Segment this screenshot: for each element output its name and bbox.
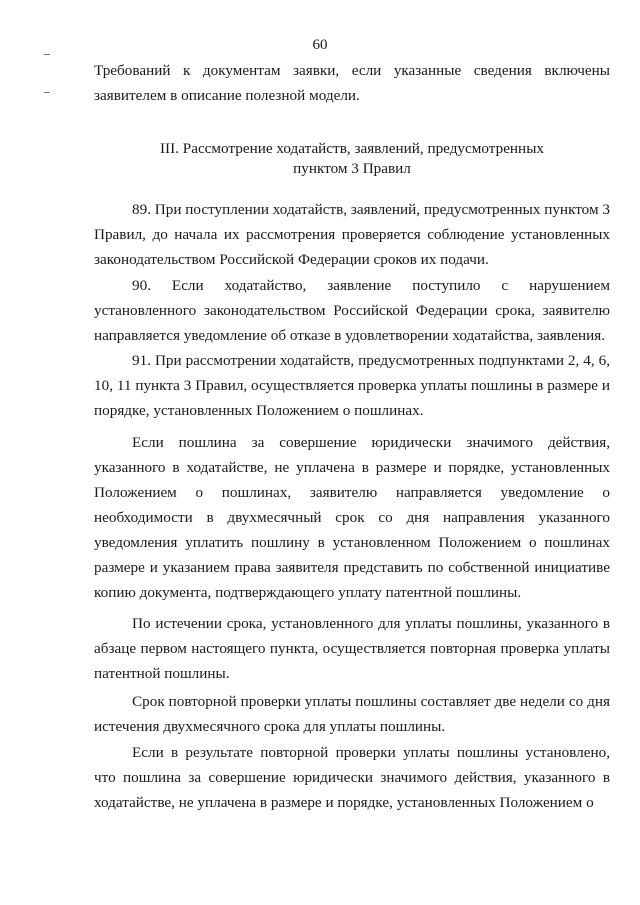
- section-heading-line-2: пунктом 3 Правил: [293, 160, 411, 177]
- paragraph-recheck-term: Срок повторной проверки уплаты пошлины составляет две недели со дня истечения двухмесячного срока для уплаты пошлины.: [94, 693, 610, 735]
- paragraph-90: 90. Если ходатайство, заявление поступило с нарушением установленного законодательством Российской Федерации срока, заявителю направляется уведомление об отказе в удовлетворении ходатайства, заявления.: [94, 277, 610, 344]
- margin-mark: [44, 54, 50, 55]
- margin-mark: [44, 92, 50, 93]
- section-heading: [94, 139, 610, 179]
- paragraph-89: 89. При поступлении ходатайств, заявлений, предусмотренных пунктом 3 Правил, до начала их рассмотрения проверяется соблюдение установленных законодательством Российской Федерации сроков их подачи.: [94, 201, 610, 268]
- paragraph-recheck-term-block: [94, 689, 610, 739]
- paragraph-recheck-result: Если в результате повторной проверки уплаты пошлины установлено, что пошлина за совершение юридически значимого действия, указанного в ходатайстве, не уплачена в размере и порядке, установленных Положением о: [94, 744, 610, 811]
- intro-paragraph-block: [94, 58, 610, 108]
- page-number: 60: [312, 37, 328, 53]
- paragraph-unpaid-fee: Если пошлина за совершение юридически значимого действия, указанного в ходатайстве, не уплачена в размере и порядке, установленных Положением о пошлинах, заявителю направляется уведомление о необходимости в двухмесячный срок со дня направления указанного уведомления уплатить пошлину в установленном Положением о пошлинах размере и указанием права заявителя представить по собственной инициативе копию документа, подтверждающего уплату патентной пошлины.: [94, 434, 610, 601]
- intro-paragraph: Требований к документам заявки, если указанные сведения включены заявителем в описание полезной модели.: [94, 62, 610, 104]
- paragraph-unpaid-fee-block: [94, 430, 610, 605]
- paragraph-89-block: [94, 197, 610, 272]
- paragraph-deadline-expiry: По истечении срока, установленного для уплаты пошлины, указанного в абзаце первом настоящего пункта, осуществляется повторная проверка уплаты патентной пошлины.: [94, 615, 610, 682]
- paragraph-91-block: [94, 348, 610, 423]
- paragraph-91: 91. При рассмотрении ходатайств, предусмотренных подпунктами 2, 4, 6, 10, 11 пункта 3 Правил, осуществляется проверка уплаты пошлины в размере и порядке, установленных Положением о пошлинах.: [94, 352, 610, 419]
- paragraph-deadline-expiry-block: [94, 611, 610, 686]
- paragraph-recheck-result-block: [94, 740, 610, 815]
- section-heading-line-1: III. Рассмотрение ходатайств, заявлений, предусмотренных: [159, 140, 544, 157]
- paragraph-90-block: [94, 273, 610, 348]
